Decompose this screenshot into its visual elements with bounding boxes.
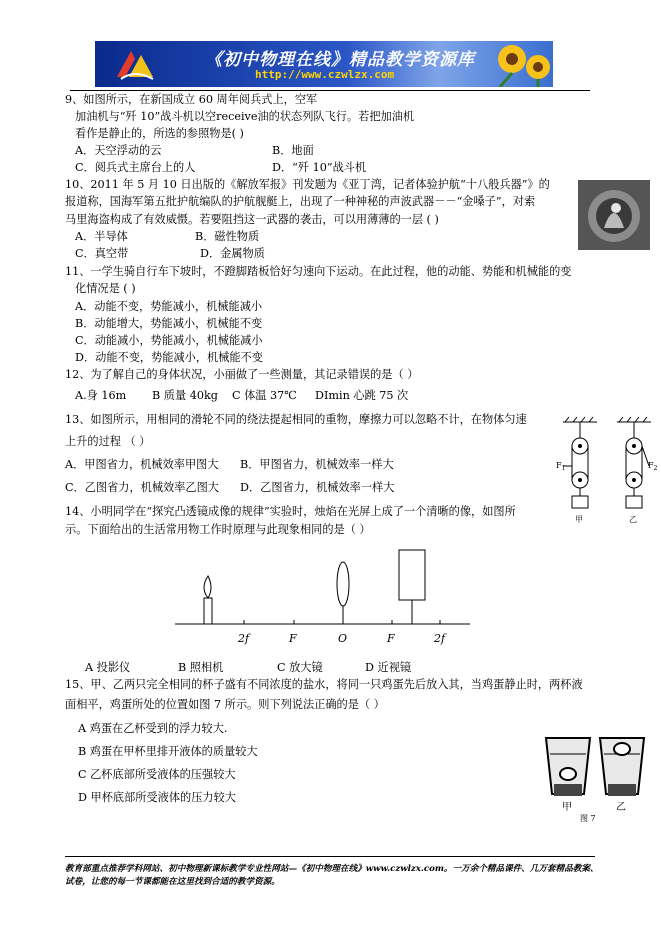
q15-line1: 15、甲、乙两只完全相同的杯子盛有不同浓度的盐水，将同一只鸡蛋先后放入其，当鸡蛋静止时，两杯液 [65, 678, 583, 691]
pulley-label-jia: 甲 [575, 515, 583, 524]
q10-option-d: D．金属物质 [200, 247, 265, 260]
q9-option-a: A．天空浮动的云 [75, 144, 162, 157]
q15-line2: 面相平，鸡蛋所处的位置如图 7 所示。则下列说法正确的是（ ） [65, 698, 385, 711]
q9-line3: 看作是静止的，所选的参照物是( ) [75, 127, 244, 140]
axis-label-2f-left: 2f [238, 632, 250, 645]
q14-line1: 14、小明同学在“探究凸透镜成像的规律”实验时，烛焰在光屏上成了一个清晰的像，如图所 [65, 505, 516, 518]
q9-line1: 9、如图所示，在新国成立 60 周年阅兵式上，空军 [65, 93, 318, 106]
pulley-figure [555, 410, 659, 528]
q14-option-a: A 投影仪 [85, 661, 131, 674]
cup-label-jia: 甲 [562, 802, 572, 813]
q12-option-b: B 质量 40kg [152, 389, 218, 402]
footer-rule [65, 856, 595, 857]
q12-option-a: A.身 16m [75, 389, 127, 402]
q11-line2: 化情况是 ( ) [75, 282, 136, 295]
q13-option-a: A．甲图省力，机械效率甲图大 [65, 458, 219, 471]
header-rule [70, 90, 590, 91]
pulley-label-yi: 乙 [629, 515, 637, 524]
q9-option-b: B．地面 [272, 144, 314, 157]
q11-option-a: A．动能不变，势能减小，机械能减小 [75, 300, 263, 313]
q14-option-b: B 照相机 [178, 661, 224, 674]
q13-option-b: B．甲图省力，机械效率一样大 [240, 458, 394, 471]
q12-line1: 12、为了解自己的身体状况，小丽做了一些测量，其记录错误的是（ ） [65, 368, 419, 381]
cup-label-yi: 乙 [616, 802, 626, 813]
sonic-weapon-photo [578, 180, 650, 250]
q10-line1: 10、2011 年 5 月 10 日出版的《解放军报》刊发题为《亚丁湾，记者体验护航“十八般兵器”》的 [65, 178, 550, 191]
q15-option-c: C 乙杯底部所受液体的压强较大 [78, 768, 236, 781]
axis-label-f-left: F [289, 632, 297, 645]
q14-option-d: D 近视镜 [365, 661, 412, 674]
q11-line1: 11、一学生骑自行车下坡时，不蹬脚踏板恰好匀速向下运动。在此过程，他的动能、势能和机械能的变 [65, 265, 572, 278]
logo-icon [113, 47, 157, 81]
q13-option-c: C．乙图省力，机械效率乙图大 [65, 481, 219, 494]
q11-option-b: B．动能增大，势能减小，机械能不变 [75, 317, 263, 330]
q10-option-c: C．真空带 [75, 247, 129, 260]
pulley-force-label-1: $F_1$ [556, 461, 566, 472]
q15-option-a: A 鸡蛋在乙杯受到的浮力较大. [78, 722, 228, 735]
q12-option-c: C 体温 37℃ [232, 389, 297, 402]
figure-7-caption: 图 7 [580, 814, 596, 823]
banner-url[interactable]: http://www.czwlzx.com [255, 68, 395, 81]
q13-line1: 13、如图所示，用相同的滑轮不同的绕法提起相同的重物，摩擦力可以忽略不计，在物体匀速 [65, 413, 527, 426]
lens-figure [170, 548, 475, 648]
q10-option-b: B．磁性物质 [195, 230, 260, 243]
q14-line2: 示。下面给出的生活常用物工作时原理与此现象相同的是（ ） [65, 523, 371, 536]
pulley-force-label-2: $F_2$ [648, 461, 658, 472]
q14-option-c: C 放大镜 [277, 661, 323, 674]
header-banner [95, 41, 553, 87]
q10-option-a: A．半导体 [75, 230, 128, 243]
q15-option-d: D 甲杯底部所受液体的压力较大 [78, 791, 236, 804]
axis-label-2f-right: 2f [434, 632, 446, 645]
banner-title: 《初中物理在线》精品教学资源库 [205, 50, 475, 70]
q11-option-c: C．动能减小，势能减小，机械能减小 [75, 334, 263, 347]
q9-option-c: C．阅兵式主席台上的人 [75, 161, 196, 174]
q13-option-d: D．乙图省力，机械效率一样大 [240, 481, 395, 494]
axis-label-o: O [338, 632, 348, 645]
q10-line2: 报道称，国海军第五批护航编队的护航舰艇上，出现了一种神秘的声波武器－－“金嗓子”，对索 [65, 195, 536, 208]
sunflower-icon [490, 41, 553, 87]
q9-option-d: D．“歼 10”战斗机 [272, 161, 367, 174]
q13-line2: 上升的过程 （ ） [65, 435, 151, 448]
q12-option-d: DImin 心跳 75 次 [315, 389, 409, 402]
footer-text: 教育部重点推荐学科网站、初中物理新课标教学专业性网站—《初中物理在线》www.czwlzx.com。一万余个精品课件、几万套精品教案、试卷，让您的每一节课都能在这里找到合适的教学资源。 [65, 864, 599, 887]
q15-option-b: B 鸡蛋在甲杯里排开液体的质量较大 [78, 745, 258, 758]
q10-line3: 马里海盗构成了有效威慑。若要阻挡这一武器的袭击，可以用薄薄的一层 ( ) [65, 213, 439, 226]
egg-cups-figure [540, 732, 655, 824]
q11-option-d: D．动能不变，势能减小，机械能不变 [75, 351, 263, 364]
axis-label-f-right: F [387, 632, 395, 645]
q9-line2: 加油机与“歼 10”战斗机以空receive油的状态列队飞行。若把加油机 [75, 110, 415, 123]
